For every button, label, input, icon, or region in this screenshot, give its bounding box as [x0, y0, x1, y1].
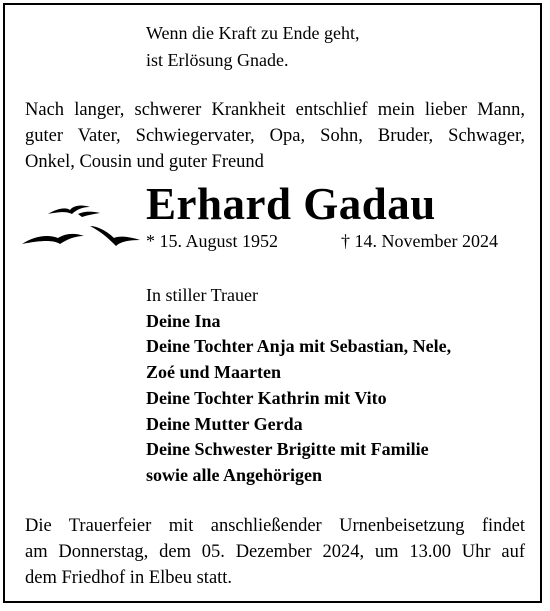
- death-date: † 14. November 2024: [341, 231, 498, 251]
- mourner-line: Deine Mutter Gerda: [146, 413, 303, 434]
- mourner-line: Deine Ina: [146, 310, 221, 331]
- mourner-line: Zoé und Maarten: [146, 362, 281, 383]
- motto-line: ist Erlösung Gnade.: [146, 50, 289, 70]
- deceased-name: Erhard Gadau: [146, 179, 436, 229]
- mourner-line: Deine Schwester Brigitte mit Familie: [146, 439, 429, 460]
- intro-line: Nach langer, schwerer Krankheit entschlief mein lieber Mann,: [25, 100, 525, 120]
- motto: [146, 20, 359, 74]
- intro-line: Onkel, Cousin und guter Freund: [25, 152, 264, 172]
- mourner-line: sowie alle Angehörigen: [146, 464, 322, 485]
- funeral-service-text: [25, 513, 525, 591]
- mourner-line: Deine Tochter Kathrin mit Vito: [146, 387, 387, 408]
- flying-birds-icon: [18, 196, 150, 256]
- service-line: dem Friedhof in Elbeu statt.: [25, 568, 233, 588]
- intro-line: guter Vater, Schwiegervater, Opa, Sohn, Bruder, Schwager,: [25, 126, 525, 146]
- birth-date: * 15. August 1952: [146, 231, 279, 251]
- mourners-block: [146, 283, 451, 489]
- mourner-line: Deine Tochter Anja mit Sebastian, Nele,: [146, 336, 452, 357]
- bird-icon: [90, 226, 140, 246]
- bird-icon: [22, 234, 84, 244]
- mourners-heading: In stiller Trauer: [146, 285, 258, 305]
- intro-text: [25, 97, 525, 175]
- bird-icon: [78, 212, 100, 217]
- service-line: am Donnerstag, dem 05. Dezember 2024, um 13.00 Uhr auf: [25, 542, 525, 562]
- service-line: Die Trauerfeier mit anschließender Urnenbeisetzung findet: [25, 516, 525, 536]
- motto-line: Wenn die Kraft zu Ende geht,: [146, 23, 360, 43]
- life-dates: [146, 229, 498, 253]
